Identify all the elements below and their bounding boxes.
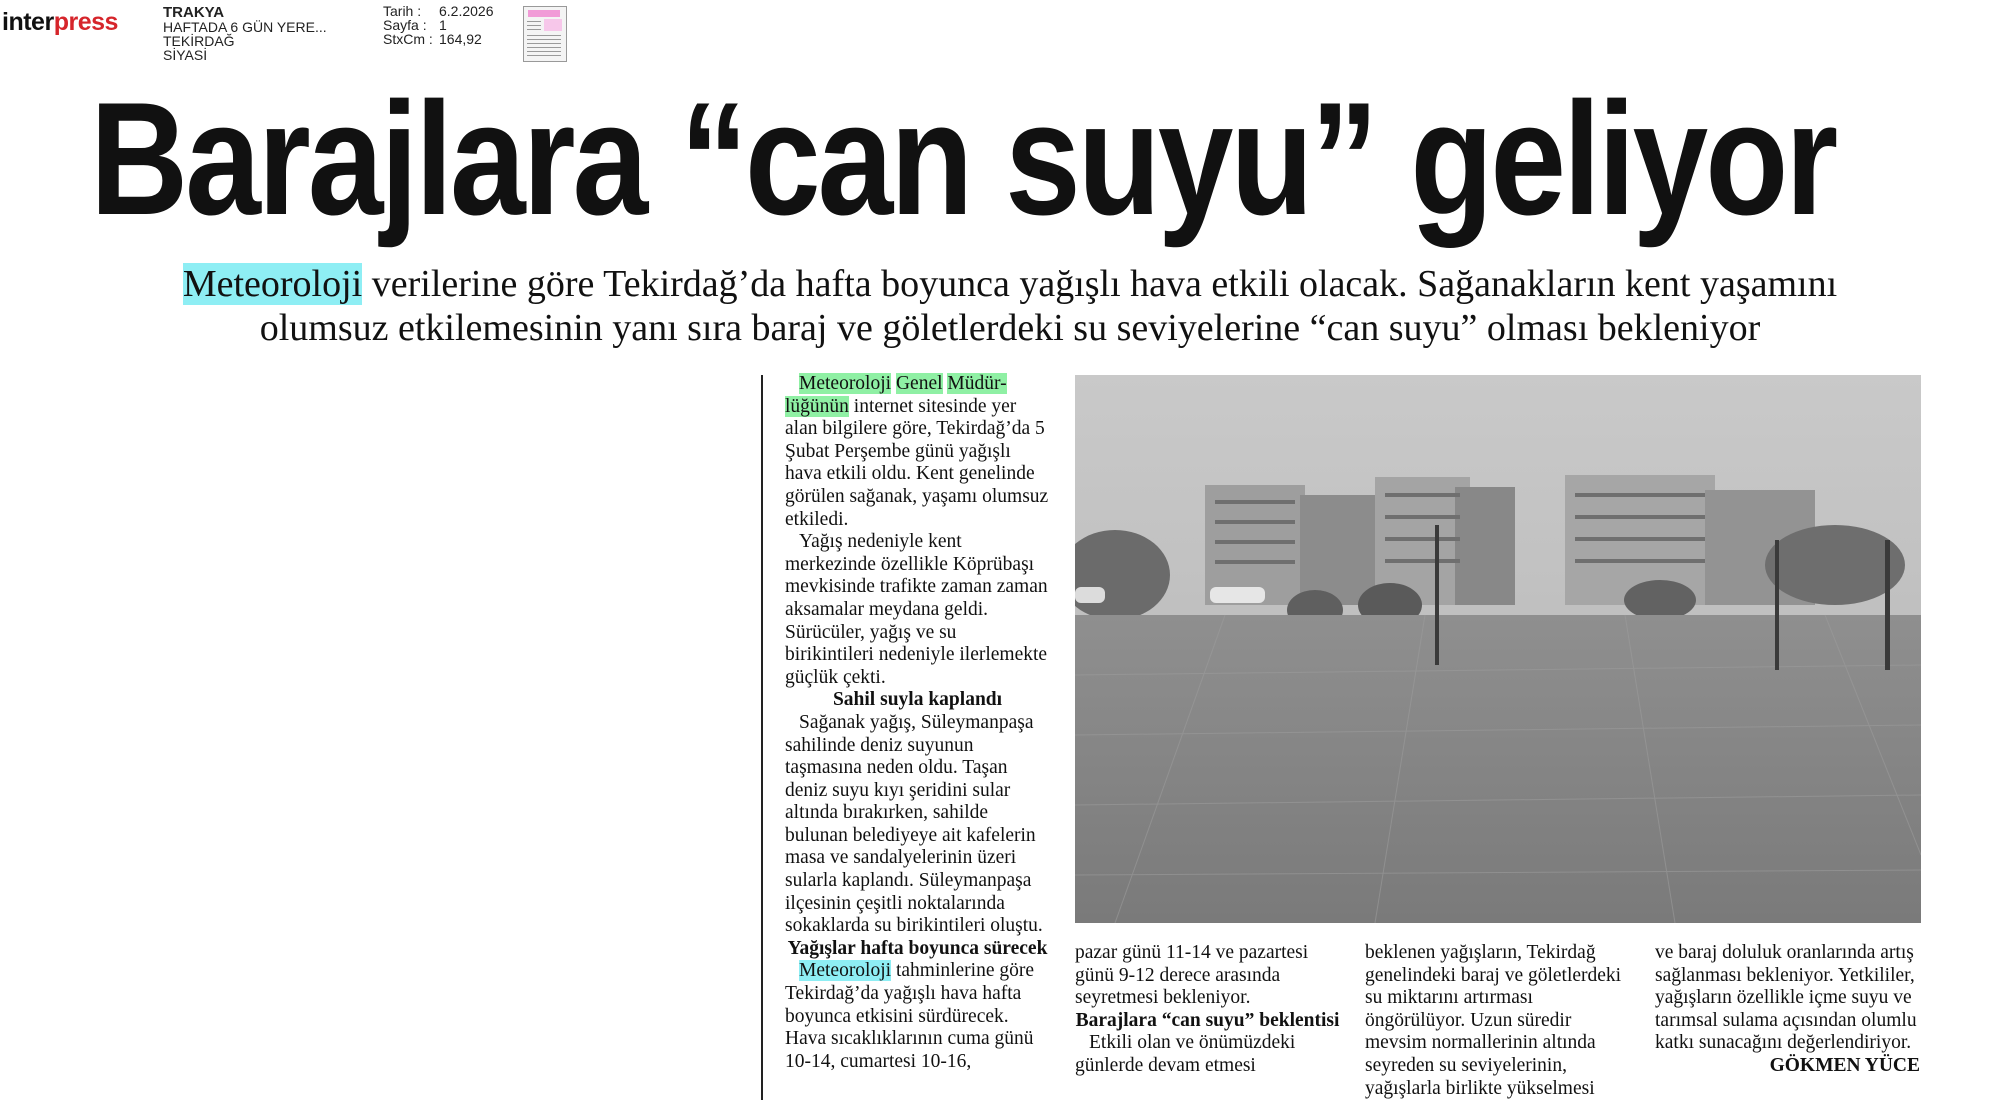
paragraph: ve baraj doluluk oranlarında artış sağlanması bekleniyor. Yetkililer, yağışların özellikle içme suyu ve tarımsal sulama açısından olumlu katkı sunacağını değerlendiriyor.	[1655, 942, 1917, 1054]
paragraph: Sağanak yağış, Süleymanpaşa sahilinde deniz suyunun taşmasına neden oldu. Taşan deniz suyu kıyı şeridini sular altında bırakırken, sahilde bulunan belediyeye ait kafelerin masa ve sandalyelerinin üzeri sularla kaplandı. Süleymanpaşa ilçesinin çeşitli noktalarında sokaklarda su birikintileri oluştu.	[785, 711, 1043, 937]
deck-line-1: Meteoroloji verilerine göre Tekirdağ’da hafta boyunca yağışlı hava etkili olacak. Sağanakların kent yaşamını	[182, 263, 1838, 305]
author-byline: GÖKMEN YÜCE	[1769, 1054, 1920, 1076]
page-thumbnail[interactable]	[523, 6, 567, 62]
page-key: Sayfa :	[383, 17, 427, 33]
publication-info	[163, 6, 363, 62]
paragraph: Meteoroloji Genel Müdür- lüğünün internet sitesinde yer alan bilgilere göre, Tekirdağ’da 5 Şubat Perşembe günü yağışlı hava etkili oldu. Kent genelinde görülen sağanak, yaşamı olumsuz etkiledi.	[785, 373, 1049, 530]
deck-line-2: olumsuz etkilemesinin yanı sıra baraj ve göletlerdeki su seviyelerine “can suyu” olması bekleniyor	[259, 307, 1761, 349]
paragraph: beklenen yağışların, Tekirdağ genelindeki baraj ve göletlerdeki su miktarını artırması öngörülüyor. Uzun süredir mevsim normallerinin altında seyreden su seviyelerinin, yağışlarla birlikte yükselmesi	[1365, 942, 1622, 1099]
keyword-highlight: Meteoroloji	[182, 263, 363, 305]
paragraph: Yağış nedeniyle kent merkezinde özellikle Köprübaşı mevkisinde trafikte zaman zaman aksamalar meydana geldi. Sürücüler, yağış ve su birikintileri nedeniyle ilerlemekte güçlük çekti.	[785, 531, 1048, 688]
subheading: Yağışlar hafta boyunca sürecek	[787, 937, 1048, 959]
deck-subheadline	[80, 262, 1940, 350]
page-value: 1	[439, 17, 447, 33]
article-column-1	[785, 373, 1050, 1073]
column-rule	[761, 375, 763, 1100]
region-label: TRAKYA	[163, 4, 225, 21]
clipping-meta	[383, 4, 494, 46]
date-key: Tarih :	[383, 3, 422, 19]
section-label: SİYASİ	[163, 47, 208, 63]
stxcm-key: StxCm :	[383, 31, 433, 47]
rainy-square-photo	[1075, 375, 1921, 923]
subheading: Barajlara “can suyu” beklentisi	[1075, 1009, 1340, 1031]
stxcm-value: 164,92	[439, 31, 482, 47]
frequency-label: HAFTADA 6 GÜN YERE...	[163, 19, 327, 35]
paragraph: Etkili olan ve önümüzdeki günlerde devam etmesi	[1075, 1032, 1296, 1076]
interpress-logo: interpress	[2, 8, 118, 36]
paragraph: Meteoroloji tahminlerine göre Tekirdağ’da yağışlı hava hafta boyunca etkisini sürdürecek. Hava sıcaklıklarının cuma günü 10-14, cumartesi 10-16,	[785, 960, 1035, 1072]
headline: Barajlara “can suyu” geliyor	[90, 68, 1836, 249]
paragraph: pazar günü 11-14 ve pazartesi günü 9-12 derece arasında seyretmesi bekleniyor.	[1075, 942, 1309, 1009]
article-column-4	[1655, 942, 1920, 1078]
subheading: Sahil suyla kaplandı	[832, 689, 1003, 711]
city-label: TEKİRDAĞ	[163, 33, 235, 49]
article-column-3	[1365, 942, 1630, 1100]
date-value: 6.2.2026	[439, 3, 494, 19]
article-column-2	[1075, 942, 1340, 1078]
